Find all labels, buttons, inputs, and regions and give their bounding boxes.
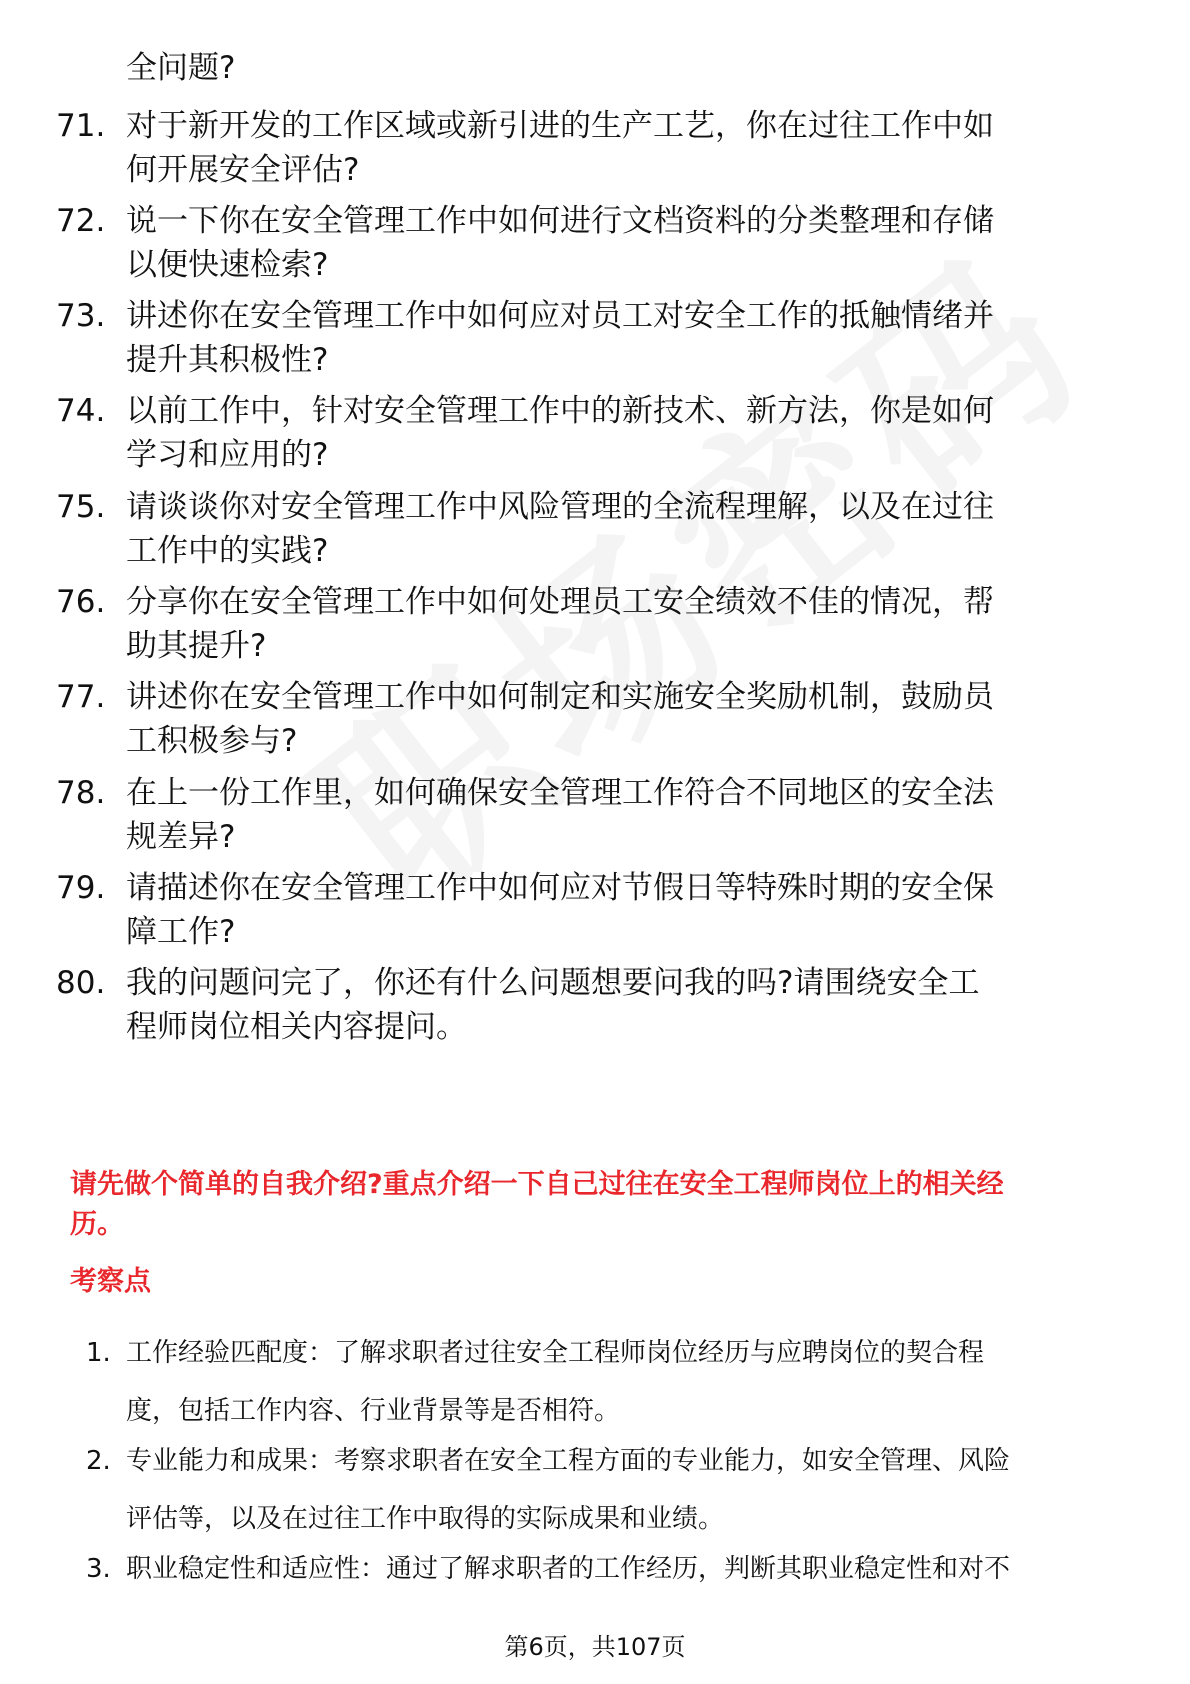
- section-question-heading-line: 历。: [70, 1209, 124, 1240]
- assessment-point-number: 2.: [86, 1446, 111, 1476]
- question-number: 77.: [56, 679, 106, 715]
- question-number: 74.: [56, 393, 106, 429]
- question-text-line: 助其提升?: [126, 628, 267, 664]
- question-text: [126, 294, 1116, 382]
- question-number: 72.: [56, 203, 106, 239]
- question-text: [126, 104, 1116, 192]
- section-question-heading-line: 请先做个简单的自我介绍?重点介绍一下自己过往在安全工程师岗位上的相关经: [70, 1169, 1004, 1200]
- question-text: [126, 199, 1116, 287]
- question-text: [126, 485, 1116, 573]
- question-text-line: 请谈谈你对安全管理工作中风险管理的全流程理解，以及在过往: [126, 489, 994, 525]
- assessment-point-text: [126, 1540, 1126, 1598]
- question-text-line: 讲述你在安全管理工作中如何制定和实施安全奖励机制，鼓励员: [126, 679, 994, 715]
- question-text-line: 请描述你在安全管理工作中如何应对节假日等特殊时期的安全保: [126, 870, 994, 906]
- question-text-line: 讲述你在安全管理工作中如何应对员工对安全工作的抵触情绪并: [126, 298, 994, 334]
- question-text-line: 在上一份工作里，如何确保安全管理工作符合不同地区的安全法: [126, 775, 994, 811]
- question-text: [126, 771, 1116, 859]
- assessment-point-text: [126, 1432, 1126, 1548]
- question-text: [126, 866, 1116, 954]
- assessment-point-line: 度，包括工作内容、行业背景等是否相符。: [126, 1396, 621, 1426]
- assessment-point-text: [126, 1324, 1126, 1440]
- assessment-point-line: 评估等，以及在过往工作中取得的实际成果和业绩。: [126, 1504, 725, 1534]
- question-text: [126, 580, 1116, 668]
- question-number: 78.: [56, 775, 106, 811]
- question-number: 75.: [56, 489, 106, 525]
- question-text-line: 工积极参与?: [126, 723, 298, 759]
- question-number: 76.: [56, 584, 106, 620]
- question-text-line: 学习和应用的?: [126, 437, 329, 473]
- question-text-line: 规差异?: [126, 819, 236, 855]
- assessment-point-number: 1.: [86, 1338, 111, 1368]
- question-text: [126, 389, 1116, 477]
- question-number: 71.: [56, 108, 106, 144]
- assessment-point-line: 职业稳定性和适应性：通过了解求职者的工作经历，判断其职业稳定性和对不: [126, 1554, 1011, 1584]
- question-text-line: 对于新开发的工作区域或新引进的生产工艺，你在过往工作中如: [126, 108, 994, 144]
- question-text-line: 工作中的实践?: [126, 533, 329, 569]
- assessment-point-line: 专业能力和成果：考察求职者在安全工程方面的专业能力，如安全管理、风险: [126, 1446, 1011, 1476]
- assessment-points-heading: 考察点: [70, 1266, 151, 1297]
- question-text-line: 程师岗位相关内容提问。: [126, 1009, 467, 1045]
- question-text: [126, 961, 1116, 1049]
- page-footer: 第6页，共107页: [504, 1633, 686, 1661]
- assessment-point-number: 3.: [86, 1554, 111, 1584]
- question-text: [126, 675, 1116, 763]
- question-continuation: 全问题?: [126, 50, 236, 86]
- question-text-line: 以便快速检索?: [126, 247, 329, 283]
- section-question-heading: [70, 1165, 1120, 1245]
- question-text-line: 分享你在安全管理工作中如何处理员工安全绩效不佳的情况，帮: [126, 584, 994, 620]
- question-text-line: 说一下你在安全管理工作中如何进行文档资料的分类整理和存储: [126, 203, 994, 239]
- assessment-point-line: 工作经验匹配度：了解求职者过往安全工程师岗位经历与应聘岗位的契合程: [126, 1338, 985, 1368]
- question-number: 79.: [56, 870, 106, 906]
- question-number: 73.: [56, 298, 106, 334]
- question-text-line: 提升其积极性?: [126, 342, 329, 378]
- question-number: 80.: [56, 965, 106, 1001]
- question-text-line: 障工作?: [126, 914, 236, 950]
- question-text-line: 何开展安全评估?: [126, 152, 360, 188]
- question-text-line: 以前工作中，针对安全管理工作中的新技术、新方法，你是如何: [126, 393, 994, 429]
- question-text-line: 我的问题问完了，你还有什么问题想要问我的吗?请围绕安全工: [126, 965, 980, 1001]
